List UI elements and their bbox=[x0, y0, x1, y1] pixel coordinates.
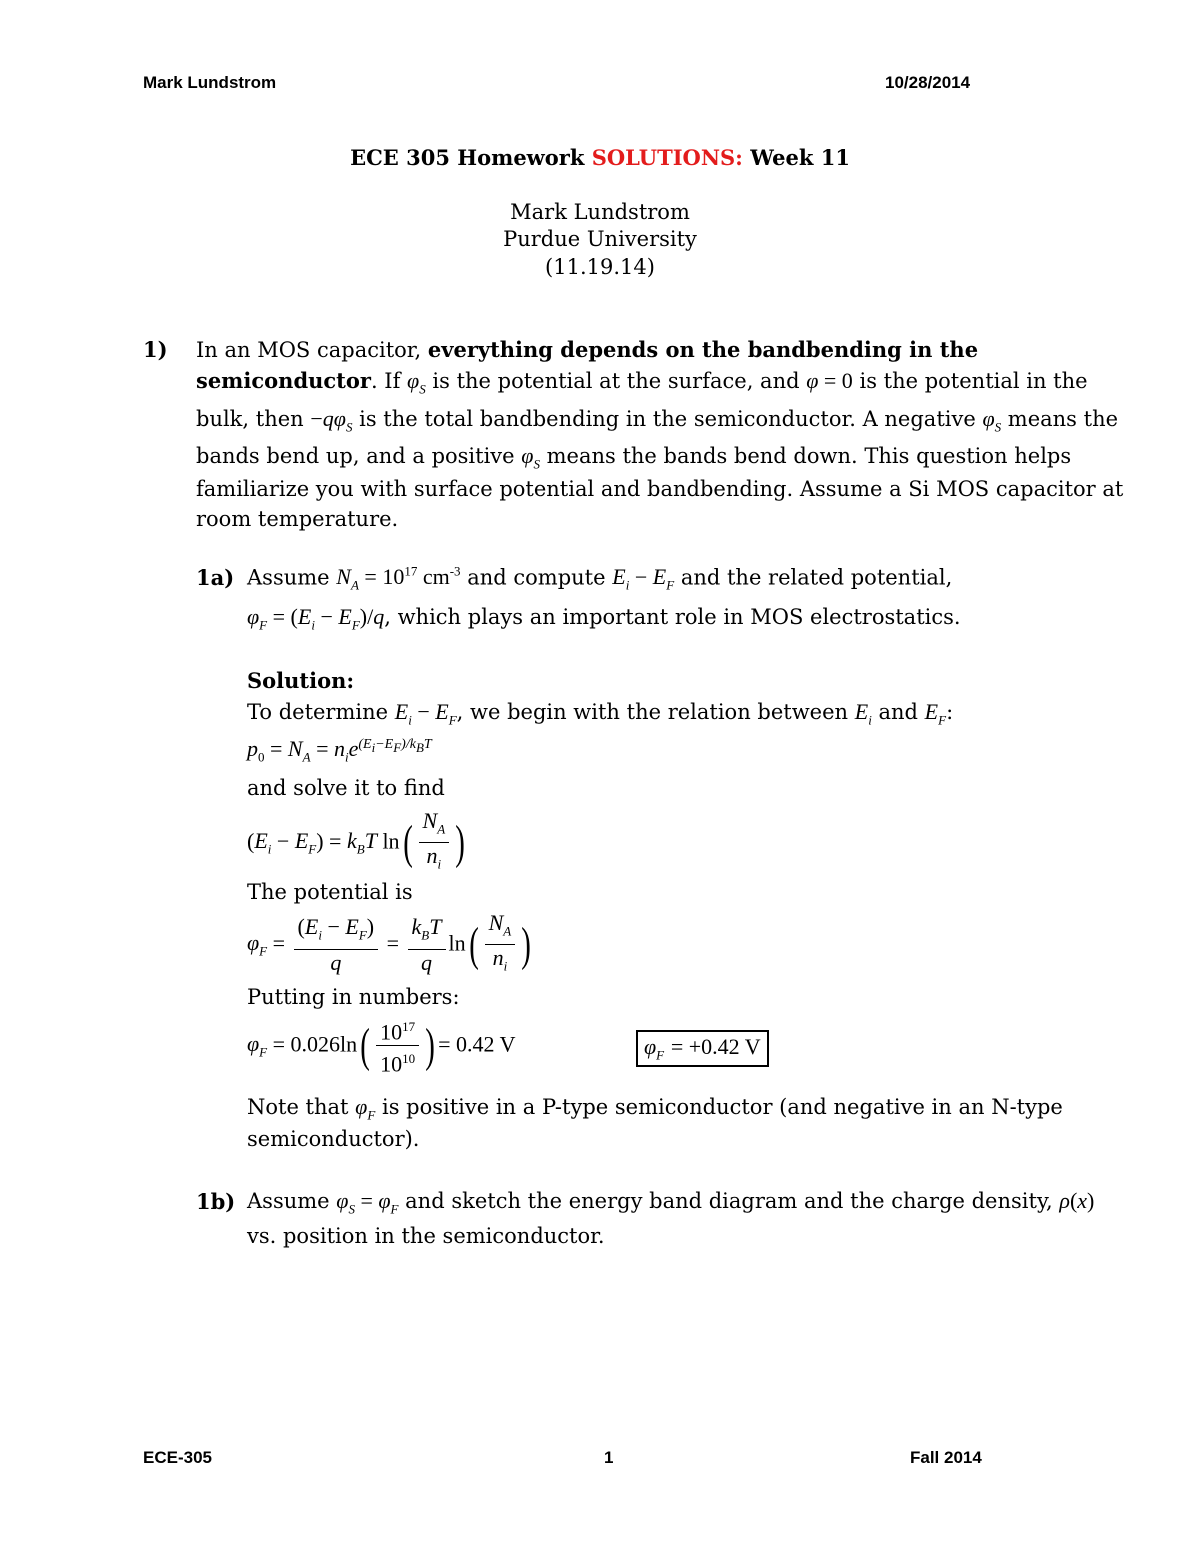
question-1b-line-1: Assume $\varphi_S = \varphi_F$ and sketch the energy band diagram and the charge density, ρ(x) bbox=[247, 1188, 1095, 1217]
page-title: ECE 305 Homework SOLUTIONS: Week 11 bbox=[350, 145, 850, 170]
note-line-2: semiconductor). bbox=[247, 1127, 420, 1151]
question-1-line-2: semiconductor. If $\varphi_S$ is the potential at the surface, and φ = 0 is the potential in the bbox=[196, 368, 1088, 397]
byline-affiliation: Purdue University bbox=[503, 227, 697, 251]
solution-label: Solution: bbox=[247, 668, 355, 693]
question-1a-number: 1a) bbox=[196, 565, 235, 590]
question-1-line-1: In an MOS capacitor, everything depends on the bandbending in the bbox=[196, 337, 979, 362]
byline-date: (11.19.14) bbox=[545, 255, 655, 279]
question-1a-line-1: Assume $N_A = 10^{17}$ $cm^{-3}$ and compute $E_i - E_F$ and the related potential, bbox=[247, 564, 953, 593]
question-1-line-3: bulk, then $-q\varphi_S$ is the total bandbending in the semiconductor. A negative $\varphi_S$ means the bbox=[196, 406, 1119, 435]
equation-p0: $p_0 = N_A = n_ie^{(E_i-E_F)/k_BT}$ bbox=[247, 736, 432, 765]
solution-line-2: and solve it to find bbox=[247, 776, 445, 800]
question-1-number: 1) bbox=[143, 337, 168, 362]
question-1-line-6: room temperature. bbox=[196, 507, 399, 531]
question-1b-number: 1b) bbox=[196, 1189, 236, 1214]
equation-ei-ef: $(E_i - E_F) = k_BT$ ln( $\frac{N_A}{n_i}$ ) bbox=[247, 808, 465, 872]
footer-term: Fall 2014 bbox=[910, 1448, 982, 1467]
footer-course: ECE-305 bbox=[143, 1448, 212, 1467]
header-date: 10/28/2014 bbox=[885, 73, 971, 92]
solution-line-1: To determine $E_i - E_F$, we begin with the relation between $E_i$ and $E_F$: bbox=[247, 699, 954, 728]
footer-page-number: 1 bbox=[604, 1448, 614, 1467]
boxed-result: $\varphi_F = +0.42$ V bbox=[636, 1030, 769, 1067]
header-author: Mark Lundstrom bbox=[143, 73, 277, 92]
solution-line-3: The potential is bbox=[247, 880, 413, 904]
question-1b-line-2: vs. position in the semiconductor. bbox=[247, 1224, 605, 1248]
equation-numeric: $\varphi_F = 0.026\ln$( $\frac{10^{17}}{10^{10}}$ ) = 0.42 V bbox=[247, 1014, 516, 1078]
question-1a-line-2: $\varphi_F = (E_i - E_F)/q$, which plays an important role in MOS electrostatics. bbox=[247, 604, 961, 633]
question-1-line-4: bands bend up, and a positive $\varphi_S$ means the bands bend down. This question helps bbox=[196, 443, 1072, 472]
solution-line-4: Putting in numbers: bbox=[247, 985, 460, 1009]
byline-name: Mark Lundstrom bbox=[510, 200, 690, 224]
question-1-line-5: familiarize you with surface potential and bandbending. Assume a Si MOS capacitor at bbox=[196, 477, 1124, 501]
note-line-1: Note that $\varphi_F$ is positive in a P-type semiconductor (and negative in an N-type bbox=[247, 1094, 1063, 1123]
equation-phi-f: $\varphi_F$ = $\frac{(E_i - E_F)}{q}$ = $\frac{k_BT}{q}$ ln( $\frac{N_A}{n_i}$ ) bbox=[247, 910, 532, 975]
